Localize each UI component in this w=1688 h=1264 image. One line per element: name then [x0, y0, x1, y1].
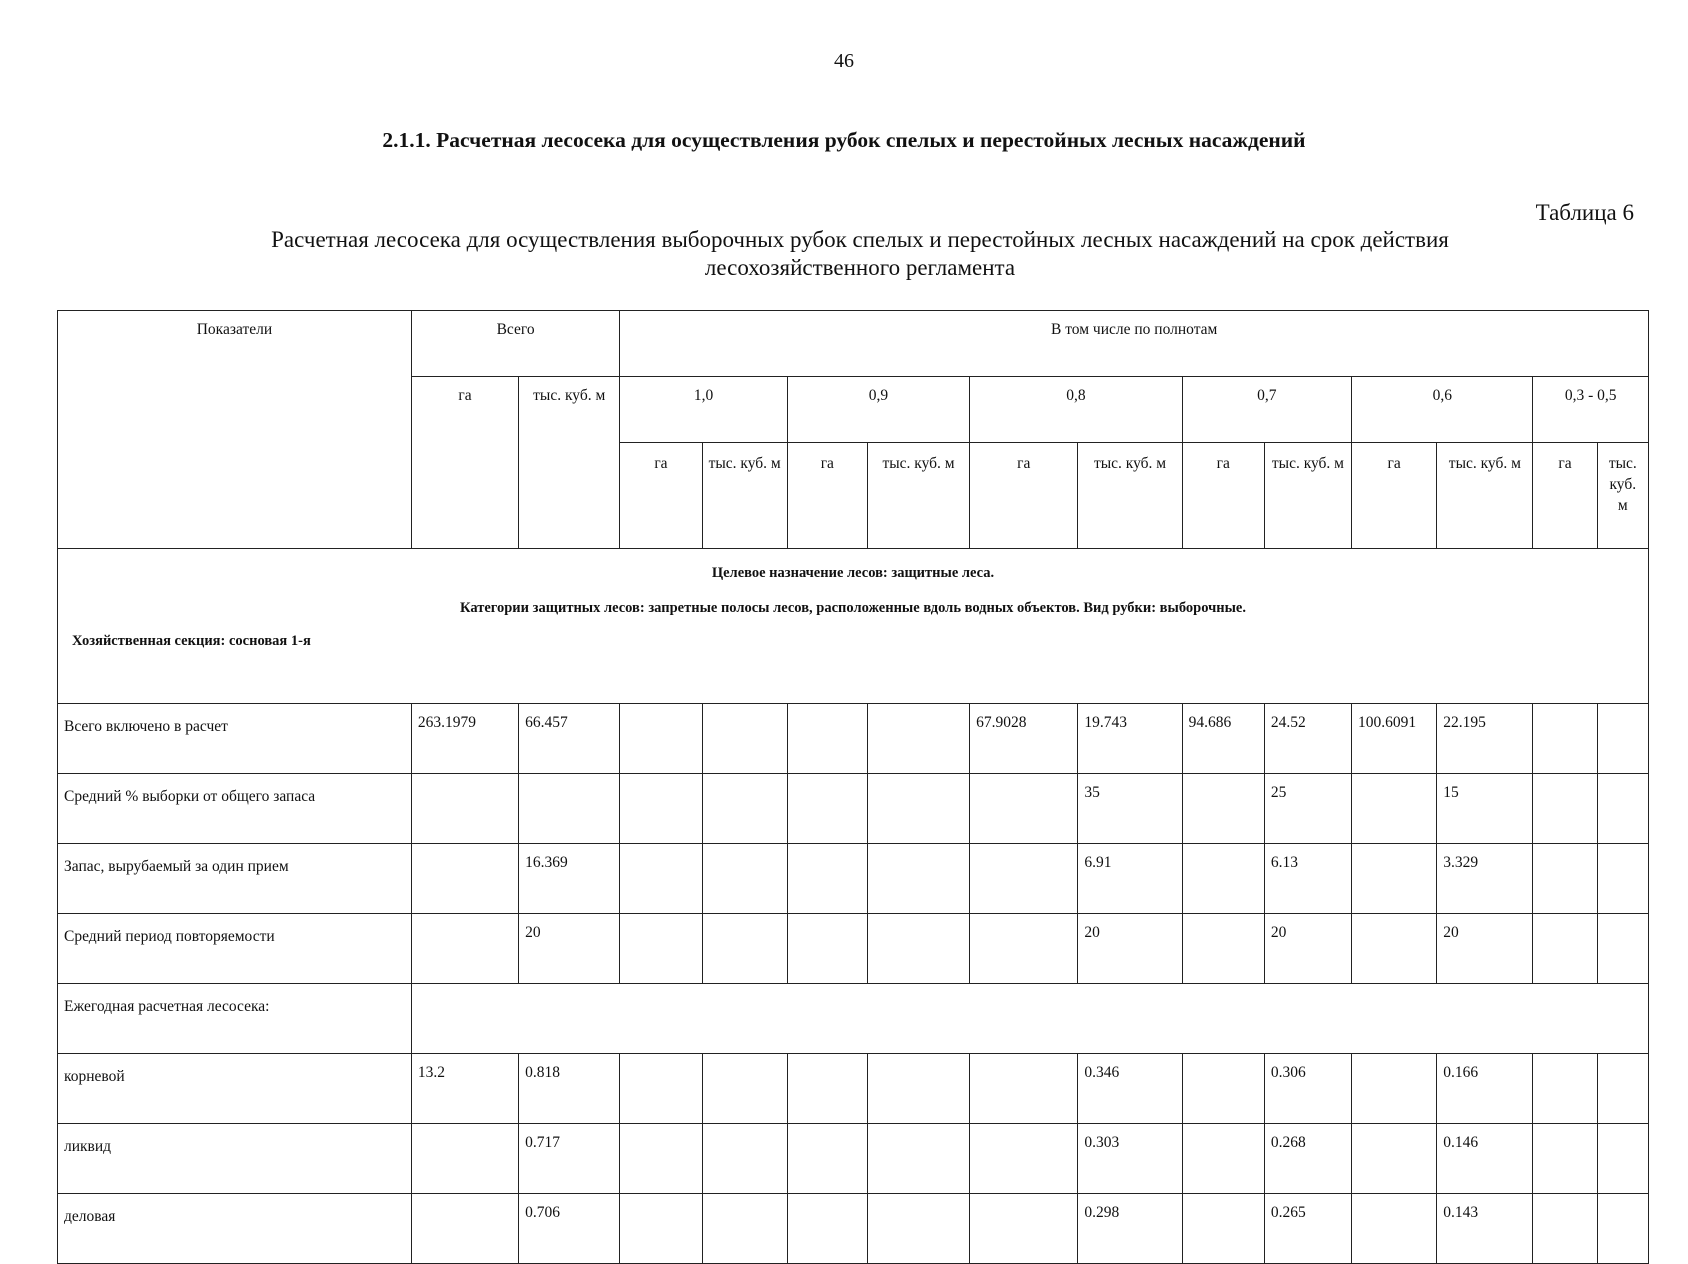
- table-cell: [702, 704, 787, 774]
- table-cell: [1352, 844, 1437, 914]
- table-cell: [1182, 774, 1264, 844]
- table-cell: 0.717: [519, 1124, 620, 1194]
- table-caption: Расчетная лесосека для осуществления выборочных рубок спелых и перестойных лесных насаждений на срок действия лесохозяйственного регламента: [271, 227, 1449, 280]
- table-cell: [702, 1054, 787, 1124]
- table-cell: 13.2: [411, 1054, 518, 1124]
- table-cell: 6.91: [1078, 844, 1182, 914]
- header-density-0-9: 0,9: [787, 377, 969, 443]
- page-number: 46: [834, 50, 854, 72]
- table-cell: [1597, 844, 1648, 914]
- table-cell: [411, 1194, 518, 1264]
- table-cell: 20: [519, 914, 620, 984]
- table-cell: [411, 914, 518, 984]
- row-label: деловая: [58, 1194, 412, 1264]
- table-body-main: [58, 704, 1649, 984]
- table-cell: 0.166: [1437, 1054, 1533, 1124]
- header-density-0-8: 0,8: [970, 377, 1183, 443]
- header-density-0-3-0-5: 0,3 - 0,5: [1533, 377, 1649, 443]
- table-cell: [1533, 774, 1597, 844]
- header-ha: га: [620, 443, 702, 549]
- table-cell: [1533, 1124, 1597, 1194]
- table-cell: [1597, 704, 1648, 774]
- table-cell: [787, 914, 867, 984]
- table-cell: 0.146: [1437, 1124, 1533, 1194]
- table-cell: 0.143: [1437, 1194, 1533, 1264]
- table-cell: 3.329: [1437, 844, 1533, 914]
- economic-section: Хозяйственная секция: сосновая 1-я: [72, 633, 311, 649]
- section-heading: 2.1.1. Расчетная лесосека для осуществления рубок спелых и перестойных лесных насаждений: [382, 128, 1306, 152]
- forest-purpose: Целевое назначение лесов: защитные леса.: [711, 565, 995, 581]
- table-cell: 24.52: [1264, 704, 1351, 774]
- header-volume: тыс. куб. м: [702, 443, 787, 549]
- table-cell: [787, 1194, 867, 1264]
- annual-label-span: [411, 984, 1648, 1054]
- table-cell: [1597, 1054, 1648, 1124]
- table-cell: 22.195: [1437, 704, 1533, 774]
- header-ha: га: [1533, 443, 1597, 549]
- table-cell: 25: [1264, 774, 1351, 844]
- table-cell: [1182, 1124, 1264, 1194]
- table-cell: [1533, 704, 1597, 774]
- table-row: [58, 1124, 1649, 1194]
- table-cell: [411, 774, 518, 844]
- table-cell: [1182, 1054, 1264, 1124]
- table-row: [58, 1194, 1649, 1264]
- table-cell: 0.346: [1078, 1054, 1182, 1124]
- row-label: Запас, вырубаемый за один прием: [58, 844, 412, 914]
- table-cell: [1352, 1054, 1437, 1124]
- table-cell: [702, 1124, 787, 1194]
- table-cell: [702, 914, 787, 984]
- table-cell: 0.706: [519, 1194, 620, 1264]
- table-row: [58, 844, 1649, 914]
- table-cell: [702, 1194, 787, 1264]
- table-row: [58, 704, 1649, 774]
- annual-label: Ежегодная расчетная лесосека:: [58, 984, 412, 1054]
- table-cell: [970, 844, 1078, 914]
- table-cell: 0.265: [1264, 1194, 1351, 1264]
- table-cell: [867, 704, 969, 774]
- table-cell: 94.686: [1182, 704, 1264, 774]
- table-cell: [1597, 914, 1648, 984]
- header-by-density: В том числе по полнотам: [620, 311, 1649, 377]
- table-cell: [970, 914, 1078, 984]
- table-cell: 100.6091: [1352, 704, 1437, 774]
- table-cell: [1352, 1194, 1437, 1264]
- header-volume: тыс. куб. м: [1437, 443, 1533, 549]
- table-row: [58, 914, 1649, 984]
- header-density-0-6: 0,6: [1352, 377, 1533, 443]
- table-cell: [867, 1054, 969, 1124]
- table-cell: [1352, 914, 1437, 984]
- cutting-area-table: [57, 310, 1649, 1264]
- table-cell: [867, 774, 969, 844]
- header-ha: га: [787, 443, 867, 549]
- header-density-0-7: 0,7: [1182, 377, 1351, 443]
- header-ha: га: [970, 443, 1078, 549]
- table-row: [58, 1054, 1649, 1124]
- header-density-1-0: 1,0: [620, 377, 787, 443]
- table-cell: [867, 914, 969, 984]
- table-cell: [411, 1124, 518, 1194]
- section-row: [58, 549, 1649, 704]
- table-cell: [519, 774, 620, 844]
- table-cell: [411, 844, 518, 914]
- table-cell: 0.303: [1078, 1124, 1182, 1194]
- table-cell: 66.457: [519, 704, 620, 774]
- header-total-volume: тыс. куб. м: [519, 377, 620, 549]
- table-cell: [787, 774, 867, 844]
- table-cell: [1597, 1194, 1648, 1264]
- table-cell: [1533, 914, 1597, 984]
- forest-category: Категории защитных лесов: запретные полосы лесов, расположенные вдоль водных объектов. Вид рубки: выборочные.: [460, 600, 1246, 616]
- row-label: Средний % выборки от общего запаса: [58, 774, 412, 844]
- table-cell: [620, 914, 702, 984]
- row-label: Всего включено в расчет: [58, 704, 412, 774]
- header-volume: тыс. куб. м: [1597, 443, 1648, 549]
- table-cell: [620, 1054, 702, 1124]
- table-cell: [620, 1194, 702, 1264]
- table-cell: 67.9028: [970, 704, 1078, 774]
- table-cell: [970, 774, 1078, 844]
- table-cell: [620, 844, 702, 914]
- table-cell: 0.818: [519, 1054, 620, 1124]
- table-cell: 263.1979: [411, 704, 518, 774]
- table-cell: [867, 1194, 969, 1264]
- table-cell: [970, 1194, 1078, 1264]
- table-cell: 15: [1437, 774, 1533, 844]
- section-cell: [58, 549, 1649, 704]
- table-cell: [1352, 1124, 1437, 1194]
- annual-label-row: [58, 984, 1649, 1054]
- table-label: Таблица 6: [1535, 200, 1634, 225]
- table-cell: 20: [1078, 914, 1182, 984]
- table-cell: [1182, 1194, 1264, 1264]
- table-cell: [1533, 1054, 1597, 1124]
- table-cell: 20: [1264, 914, 1351, 984]
- table-cell: [970, 1054, 1078, 1124]
- table-cell: [1182, 914, 1264, 984]
- table-cell: 35: [1078, 774, 1182, 844]
- row-label: корневой: [58, 1054, 412, 1124]
- header-total-ha: га: [411, 377, 518, 549]
- table-cell: [867, 1124, 969, 1194]
- table-cell: [1533, 1194, 1597, 1264]
- table-cell: [1597, 1124, 1648, 1194]
- header-ha: га: [1182, 443, 1264, 549]
- header-ha: га: [1352, 443, 1437, 549]
- table-row: [58, 774, 1649, 844]
- table-cell: [1352, 774, 1437, 844]
- table-cell: [787, 1054, 867, 1124]
- table-cell: 0.306: [1264, 1054, 1351, 1124]
- table-cell: [1597, 774, 1648, 844]
- table-cell: 20: [1437, 914, 1533, 984]
- table-cell: [620, 774, 702, 844]
- table-cell: [702, 774, 787, 844]
- table-cell: [787, 1124, 867, 1194]
- table-cell: [620, 1124, 702, 1194]
- row-label: ликвид: [58, 1124, 412, 1194]
- header-volume: тыс. куб. м: [1078, 443, 1182, 549]
- table-cell: [787, 844, 867, 914]
- table-cell: [970, 1124, 1078, 1194]
- table-cell: [702, 844, 787, 914]
- header-volume: тыс. куб. м: [867, 443, 969, 549]
- header-indicators: Показатели: [58, 311, 412, 549]
- table-cell: [787, 704, 867, 774]
- table-body-annual: [58, 1054, 1649, 1264]
- header-row-1: [58, 311, 1649, 377]
- table-cell: 19.743: [1078, 704, 1182, 774]
- header-total: Всего: [411, 311, 620, 377]
- table-cell: 0.298: [1078, 1194, 1182, 1264]
- table-cell: [620, 704, 702, 774]
- row-label: Средний период повторяемости: [58, 914, 412, 984]
- table-cell: 16.369: [519, 844, 620, 914]
- table-cell: [1182, 844, 1264, 914]
- table-cell: 6.13: [1264, 844, 1351, 914]
- table-cell: 0.268: [1264, 1124, 1351, 1194]
- table-cell: [1533, 844, 1597, 914]
- header-volume: тыс. куб. м: [1264, 443, 1351, 549]
- table-cell: [867, 844, 969, 914]
